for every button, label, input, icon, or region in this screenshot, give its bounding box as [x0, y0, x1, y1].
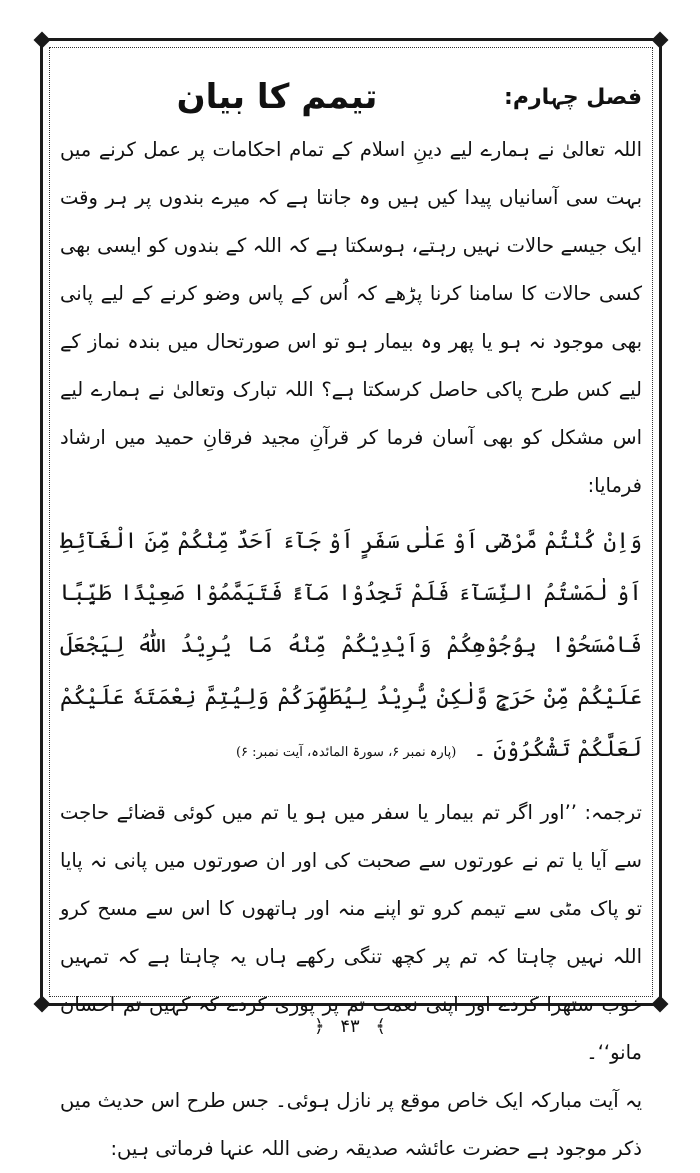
quran-verse: [60, 516, 642, 779]
corner-ornament-icon: [652, 32, 669, 49]
intro-paragraph: اللہ تعالیٰ نے ہمارے لیے دینِ اسلام کے تمام احکامات پر عمل کرنے میں بہت سی آسانیاں پیدا کیں ہیں وہ جانتا ہے کہ میرے بندوں پر ہر وقت ایک جیسے حالات نہیں رہتے، ہوسکتا ہے کہ اللہ کے بندوں کو ایسی بھی کسی حالات کا سامنا کرنا پڑھے کہ اُس کے پاس وضو کرنے کے لیے پانی بھی موجود نہ ہو یا پھر وہ بیمار ہو تو اس صورتحال میں بندہ نماز کے لیے کس طرح پاکی حاصل کرسکتا ہے؟ اللہ تبارک وتعالیٰ نے ہمارے لیے اس مشکل کو بھی آسان فرما کر قرآنِ مجید فرقانِ حمید میں ارشاد فرمایا:: [60, 138, 642, 497]
closing-paragraph: یہ آیت مبارکہ ایک خاص موقع پر نازل ہوئی۔ جس طرح اس حدیث میں ذکر موجود ہے حضرت عائشہ صدیقہ رضی اللہ عنہا فرماتی ہیں:: [60, 1089, 642, 1160]
page-footer: [0, 1016, 700, 1037]
page-content: [60, 68, 642, 1173]
page-number-value: ۴۳: [340, 1016, 360, 1037]
corner-ornament-icon: [34, 996, 51, 1013]
corner-ornament-icon: [34, 32, 51, 49]
corner-ornament-icon: [652, 996, 669, 1013]
chapter-header: [60, 68, 642, 126]
page-number: ﴾ ۴۳ ﴿: [314, 1016, 386, 1037]
chapter-title: تیمم کا بیان: [176, 77, 378, 117]
translation-paragraph: ترجمہ: ’’اور اگر تم بیمار یا سفر میں ہو یا تم میں کوئی قضائے حاجت سے آیا یا تم نے عورتوں سے صحبت کی اور ان صورتوں میں پانی نہ پایا تو پاک مٹی سے تیمم کرو تو اپنے منہ اور ہاتھوں کا اس سے مسح کرو اللہ نہیں چاہتا کہ تم پر کچھ تنگی رکھے ہاں یہ چاہتا ہے کہ تمہیں خوب ستھرا کردے اور اپنی نعمت تم پر پوری کردے کہ کہیں تم احسان مانو‘‘۔: [60, 801, 642, 1064]
verse-text: وَاِنْ كُنْتُمْ مَّرْضٰٓى اَوْ عَلٰى سَفَرٍ اَوْ جَآءَ اَحَدٌ مِّنْكُمْ مِّنَ الْغَآئِطِ اَوْ لٰمَسْتُمُ النِّسَآءَ فَلَمْ تَجِدُوْا مَآءً فَتَيَمَّمُوْا صَعِيْدًا طَيِّبًا فَامْسَحُوْا بِوُجُوْهِكُمْ وَاَيْدِيْكُمْ مِّنْهُ مَا يُرِيْدُ اللّٰهُ لِيَجْعَلَ عَلَيْكُمْ مِّنْ حَرَجٍ وَّلٰكِنْ يُّرِيْدُ لِيُطَهِّرَكُمْ وَلِيُتِمَّ نِعْمَتَهٗ عَلَيْكُمْ لَعَلَّكُمْ تَشْكُرُوْنَ ۔: [60, 529, 642, 762]
verse-reference: (پارہ نمبر ۶، سورۃ المائدہ، آیت نمبر: ۶): [235, 745, 457, 760]
section-label: فصل چہارم:: [504, 84, 642, 110]
